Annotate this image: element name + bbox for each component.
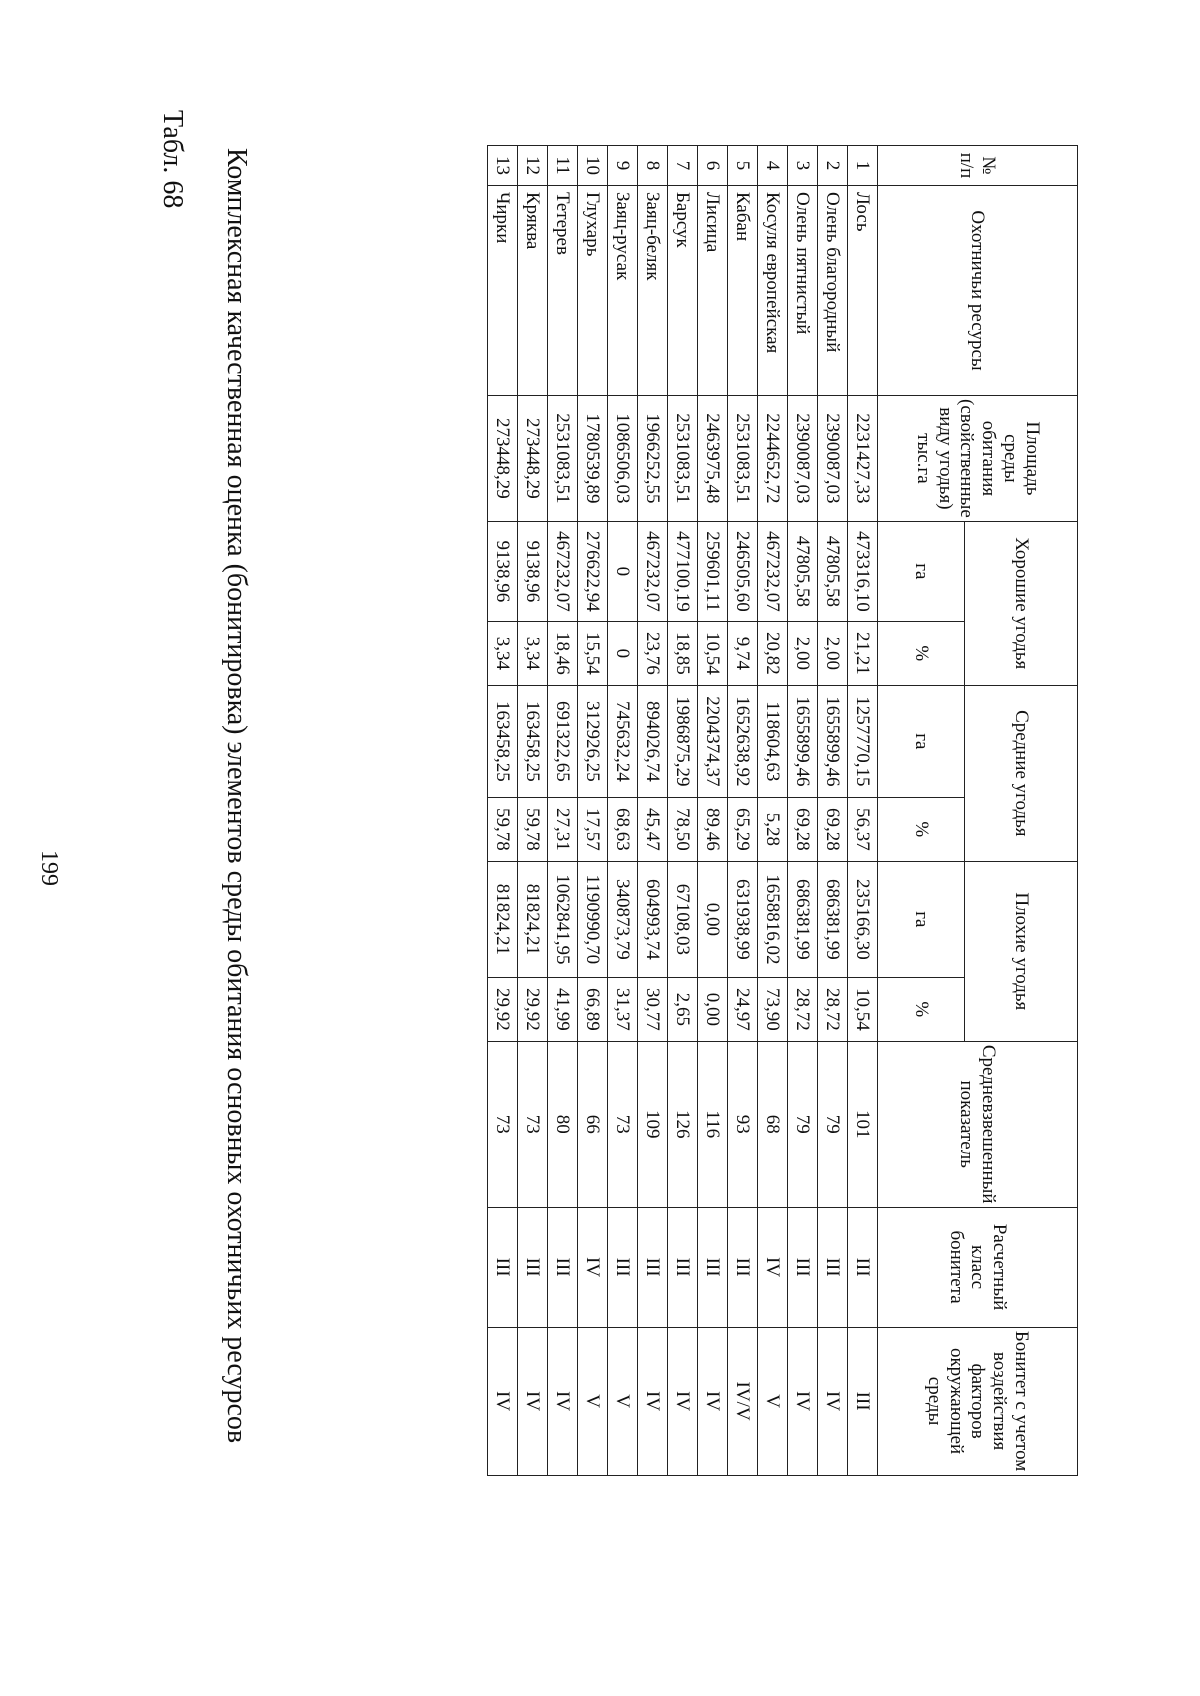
- cell-resource: Заяц-беляк: [638, 186, 668, 396]
- table-row: [848, 146, 878, 1476]
- cell-area: 273448,29: [518, 396, 548, 522]
- cell-resource: Заяц-русак: [608, 186, 638, 396]
- cell-medium-pct: 69,28: [818, 797, 848, 861]
- cell-poor-pct: 29,92: [488, 977, 518, 1041]
- table-row: [698, 146, 728, 1476]
- cell-medium-pct: 89,46: [698, 797, 728, 861]
- cell-area: 273448,29: [488, 396, 518, 522]
- cell-medium-ha: 2204374,37: [698, 685, 728, 797]
- cell-good-pct: 3,34: [488, 621, 518, 685]
- cell-class: III: [638, 1207, 668, 1327]
- cell-good-pct: 10,54: [698, 621, 728, 685]
- header-bonitet: Бонитет с учетом воздействия факторов окружающей среды: [878, 1327, 1078, 1475]
- cell-good-ha: 0: [608, 521, 638, 621]
- cell-num: 1: [848, 146, 878, 186]
- header-poor-ha: га: [878, 861, 965, 977]
- cell-class: III: [728, 1207, 758, 1327]
- cell-resource: Олень благородный: [818, 186, 848, 396]
- cell-bonitet: IV: [548, 1327, 578, 1475]
- cell-weighted: 68: [758, 1041, 788, 1207]
- cell-good-pct: 3,34: [518, 621, 548, 685]
- header-medium: Средние угодья: [965, 685, 1078, 861]
- cell-weighted: 101: [848, 1041, 878, 1207]
- header-resource: Охотничьи ресурсы: [878, 186, 1078, 396]
- cell-medium-pct: 59,78: [518, 797, 548, 861]
- cell-poor-ha: 0,00: [698, 861, 728, 977]
- cell-weighted: 66: [578, 1041, 608, 1207]
- cell-poor-ha: 340873,79: [608, 861, 638, 977]
- cell-medium-ha: 118604,63: [758, 685, 788, 797]
- cell-class: III: [488, 1207, 518, 1327]
- cell-poor-ha: 67108,03: [668, 861, 698, 977]
- cell-medium-pct: 69,28: [788, 797, 818, 861]
- cell-class: III: [608, 1207, 638, 1327]
- cell-area: 1086506,03: [608, 396, 638, 522]
- cell-poor-ha: 1190990,70: [578, 861, 608, 977]
- cell-num: 2: [818, 146, 848, 186]
- cell-class: IV: [758, 1207, 788, 1327]
- cell-poor-pct: 24,97: [728, 977, 758, 1041]
- cell-area: 2531083,51: [548, 396, 578, 522]
- cell-weighted: 109: [638, 1041, 668, 1207]
- rotated-page-content: [157, 0, 1200, 1500]
- header-poor: Плохие угодья: [965, 861, 1078, 1041]
- cell-medium-ha: 1257770,15: [848, 685, 878, 797]
- cell-bonitet: IV: [698, 1327, 728, 1475]
- cell-area: 2463975,48: [698, 396, 728, 522]
- table-row: [518, 146, 548, 1476]
- cell-poor-pct: 0,00: [698, 977, 728, 1041]
- cell-num: 5: [728, 146, 758, 186]
- cell-weighted: 73: [488, 1041, 518, 1207]
- cell-good-pct: 23,76: [638, 621, 668, 685]
- cell-poor-ha: 81824,21: [518, 861, 548, 977]
- cell-poor-ha: 1658816,02: [758, 861, 788, 977]
- cell-medium-pct: 65,29: [728, 797, 758, 861]
- cell-resource: Олень пятнистый: [788, 186, 818, 396]
- cell-num: 4: [758, 146, 788, 186]
- cell-num: 11: [548, 146, 578, 186]
- cell-medium-pct: 27,31: [548, 797, 578, 861]
- cell-resource: Лисица: [698, 186, 728, 396]
- cell-good-ha: 9138,96: [518, 521, 548, 621]
- cell-good-pct: 18,85: [668, 621, 698, 685]
- header-medium-ha: га: [878, 685, 965, 797]
- cell-bonitet: V: [758, 1327, 788, 1475]
- cell-poor-ha: 686381,99: [788, 861, 818, 977]
- table-row: [668, 146, 698, 1476]
- header-good: Хорошие угодья: [965, 521, 1078, 685]
- cell-medium-pct: 78,50: [668, 797, 698, 861]
- cell-poor-pct: 30,77: [638, 977, 668, 1041]
- cell-good-pct: 0: [608, 621, 638, 685]
- cell-good-pct: 2,00: [818, 621, 848, 685]
- cell-good-pct: 15,54: [578, 621, 608, 685]
- cell-area: 2531083,51: [668, 396, 698, 522]
- cell-area: 2390087,03: [818, 396, 848, 522]
- cell-weighted: 79: [788, 1041, 818, 1207]
- cell-area: 2390087,03: [788, 396, 818, 522]
- table-number: Табл. 68: [157, 110, 188, 209]
- table-body: [488, 146, 878, 1476]
- cell-area: 2231427,33: [848, 396, 878, 522]
- cell-resource: Чирки: [488, 186, 518, 396]
- bonitet-table: [487, 145, 1078, 1476]
- cell-good-pct: 18,46: [548, 621, 578, 685]
- cell-weighted: 73: [518, 1041, 548, 1207]
- cell-num: 7: [668, 146, 698, 186]
- cell-medium-ha: 163458,25: [518, 685, 548, 797]
- cell-weighted: 73: [608, 1041, 638, 1207]
- cell-bonitet: IV: [638, 1327, 668, 1475]
- table-row: [728, 146, 758, 1476]
- cell-class: III: [788, 1207, 818, 1327]
- cell-weighted: 80: [548, 1041, 578, 1207]
- cell-weighted: 116: [698, 1041, 728, 1207]
- cell-num: 9: [608, 146, 638, 186]
- table-row: [788, 146, 818, 1476]
- cell-bonitet: III: [848, 1327, 878, 1475]
- cell-num: 12: [518, 146, 548, 186]
- cell-poor-ha: 686381,99: [818, 861, 848, 977]
- cell-good-ha: 9138,96: [488, 521, 518, 621]
- table-container: [487, 145, 1078, 1476]
- cell-poor-ha: 81824,21: [488, 861, 518, 977]
- cell-class: III: [668, 1207, 698, 1327]
- table-title: Комплексная качественная оценка (бонитировка) элементов среды обитания основных охотничьих ресурсов: [221, 148, 252, 1444]
- cell-class: III: [518, 1207, 548, 1327]
- cell-good-ha: 47805,58: [818, 521, 848, 621]
- cell-class: III: [848, 1207, 878, 1327]
- cell-area: 1780539,89: [578, 396, 608, 522]
- header-poor-pct: %: [878, 977, 965, 1041]
- header-good-ha: га: [878, 521, 965, 621]
- cell-good-ha: 467232,07: [758, 521, 788, 621]
- cell-num: 10: [578, 146, 608, 186]
- cell-class: III: [698, 1207, 728, 1327]
- table-row: [548, 146, 578, 1476]
- cell-weighted: 126: [668, 1041, 698, 1207]
- cell-bonitet: IV: [788, 1327, 818, 1475]
- cell-good-ha: 259601,11: [698, 521, 728, 621]
- header-weighted: Средневзвешенный показатель: [878, 1041, 1078, 1207]
- cell-num: 13: [488, 146, 518, 186]
- cell-poor-pct: 73,90: [758, 977, 788, 1041]
- cell-area: 1966252,55: [638, 396, 668, 522]
- cell-resource: Косуля европейская: [758, 186, 788, 396]
- cell-num: 3: [788, 146, 818, 186]
- header-class: Расчетный класс бонитета: [878, 1207, 1078, 1327]
- cell-resource: Барсук: [668, 186, 698, 396]
- table-row: [488, 146, 518, 1476]
- cell-resource: Тетерев: [548, 186, 578, 396]
- cell-poor-ha: 631938,99: [728, 861, 758, 977]
- cell-medium-ha: 1655899,46: [818, 685, 848, 797]
- header-area: Площадь среды обитания (свойственные виду угодья) тыс.га: [878, 396, 1078, 522]
- cell-poor-pct: 28,72: [788, 977, 818, 1041]
- cell-area: 2244652,72: [758, 396, 788, 522]
- header-num: № п/п: [878, 146, 1078, 186]
- cell-poor-ha: 235166,30: [848, 861, 878, 977]
- cell-bonitet: V: [608, 1327, 638, 1475]
- cell-bonitet: IV: [488, 1327, 518, 1475]
- cell-weighted: 79: [818, 1041, 848, 1207]
- cell-poor-ha: 604993,74: [638, 861, 668, 977]
- table-row: [818, 146, 848, 1476]
- cell-medium-ha: 1986875,29: [668, 685, 698, 797]
- cell-medium-pct: 17,57: [578, 797, 608, 861]
- cell-bonitet: IV: [668, 1327, 698, 1475]
- cell-medium-pct: 5,28: [758, 797, 788, 861]
- cell-good-pct: 2,00: [788, 621, 818, 685]
- header-medium-pct: %: [878, 797, 965, 861]
- cell-good-ha: 467232,07: [548, 521, 578, 621]
- table-row: [758, 146, 788, 1476]
- cell-bonitet: IV: [818, 1327, 848, 1475]
- cell-poor-pct: 66,89: [578, 977, 608, 1041]
- cell-poor-pct: 28,72: [818, 977, 848, 1041]
- cell-medium-ha: 691322,65: [548, 685, 578, 797]
- page-number: 199: [36, 850, 62, 886]
- cell-medium-pct: 45,47: [638, 797, 668, 861]
- cell-resource: Глухарь: [578, 186, 608, 396]
- table-row: [608, 146, 638, 1476]
- cell-medium-ha: 163458,25: [488, 685, 518, 797]
- cell-class: III: [818, 1207, 848, 1327]
- cell-poor-pct: 2,65: [668, 977, 698, 1041]
- cell-good-ha: 467232,07: [638, 521, 668, 621]
- cell-class: III: [548, 1207, 578, 1327]
- cell-good-pct: 9,74: [728, 621, 758, 685]
- cell-resource: Кабан: [728, 186, 758, 396]
- cell-medium-pct: 56,37: [848, 797, 878, 861]
- cell-poor-pct: 31,37: [608, 977, 638, 1041]
- cell-good-ha: 246505,60: [728, 521, 758, 621]
- cell-good-ha: 47805,58: [788, 521, 818, 621]
- cell-poor-pct: 41,99: [548, 977, 578, 1041]
- cell-medium-ha: 312926,25: [578, 685, 608, 797]
- cell-bonitet: IV/V: [728, 1327, 758, 1475]
- cell-good-pct: 20,82: [758, 621, 788, 685]
- cell-good-ha: 477100,19: [668, 521, 698, 621]
- cell-resource: Кряква: [518, 186, 548, 396]
- cell-medium-pct: 59,78: [488, 797, 518, 861]
- cell-medium-pct: 68,63: [608, 797, 638, 861]
- cell-num: 6: [698, 146, 728, 186]
- cell-bonitet: V: [578, 1327, 608, 1475]
- cell-poor-pct: 29,92: [518, 977, 548, 1041]
- cell-good-ha: 276622,94: [578, 521, 608, 621]
- cell-medium-ha: 1652638,92: [728, 685, 758, 797]
- cell-area: 2531083,51: [728, 396, 758, 522]
- cell-class: IV: [578, 1207, 608, 1327]
- cell-poor-pct: 10,54: [848, 977, 878, 1041]
- cell-medium-ha: 1655899,46: [788, 685, 818, 797]
- cell-medium-ha: 745632,24: [608, 685, 638, 797]
- cell-poor-ha: 1062841,95: [548, 861, 578, 977]
- cell-medium-ha: 894026,74: [638, 685, 668, 797]
- cell-resource: Лось: [848, 186, 878, 396]
- cell-weighted: 93: [728, 1041, 758, 1207]
- cell-num: 8: [638, 146, 668, 186]
- table-row: [638, 146, 668, 1476]
- cell-bonitet: IV: [518, 1327, 548, 1475]
- cell-good-ha: 473316,10: [848, 521, 878, 621]
- header-good-pct: %: [878, 621, 965, 685]
- cell-good-pct: 21,21: [848, 621, 878, 685]
- table-row: [578, 146, 608, 1476]
